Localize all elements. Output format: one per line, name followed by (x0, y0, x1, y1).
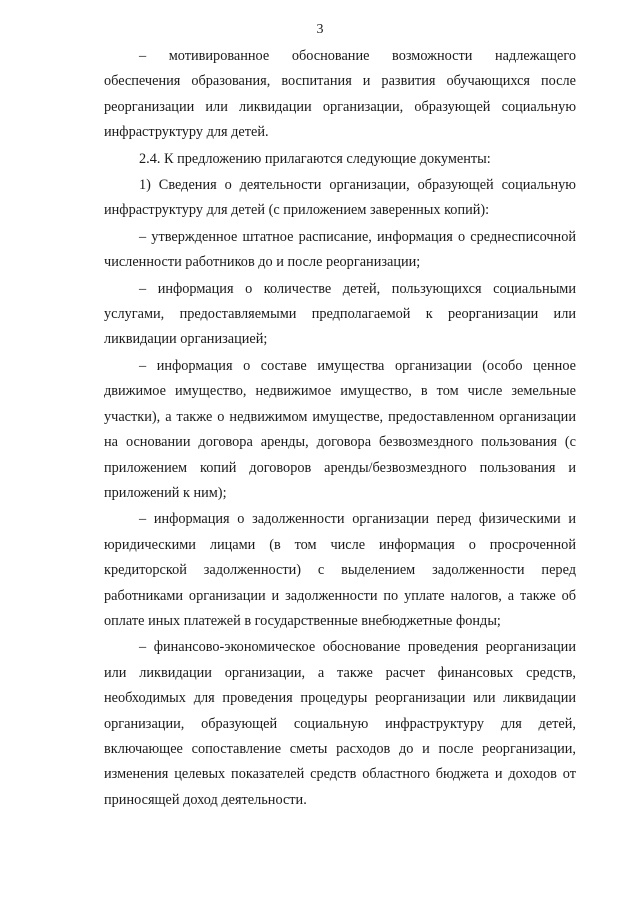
paragraph-debts: – информация о задолженности организации перед физическими и юридическими лицами (в том числе информация о просроченной кредиторской задолженности) с выделением задолженности перед работниками организации и задолженности по уплате налогов, а также об оплате иных платежей в государственные внебюджетные фонды; (104, 511, 576, 629)
paragraph-financial: – финансово-экономическое обоснование проведения реорганизации или ликвидации организации, а также расчет финансовых средств, необходимых для проведения процедуры реорганизации или ликвидации организации, образующей социальную инфраструктуру для детей, включающее сопоставление сметы расходов до и после реорганизации, изменения целевых показателей средств областного бюджета и доходов от приносящей доход деятельности. (104, 639, 576, 808)
paragraph-children-count: – информация о количестве детей, пользующихся социальными услугами, предоставляемыми предполагаемой к реорганизации или ликвидации организацией; (104, 280, 576, 348)
paragraph-section-2-4: 2.4. К предложению прилагаются следующие документы: (139, 150, 491, 167)
paragraph-justification: – мотивированное обоснование возможности надлежащего обеспечения образования, воспитания и развития обучающихся после реорганизации или ликвидации организации, образующей социальную инфраструктуру для детей. (104, 48, 576, 141)
paragraph-property: – информация о составе имущества организации (особо ценное движимое имущество, недвижимое имущество, в том числе земельные участки), а также о недвижимом имуществе, предоставленном организации на основании договора аренды, договора безвозмездного пользования (с приложением копий договоров аренды/безвозмездного пользования и приложений к ним); (104, 357, 576, 501)
paragraph-item-1: 1) Сведения о деятельности организации, образующей социальную инфраструктуру для детей (с приложением заверенных копий): (104, 177, 576, 219)
paragraph-staffing: – утвержденное штатное расписание, информация о среднесписочной численности работников до и после реорганизации; (104, 228, 576, 271)
document-body (104, 44, 576, 813)
page-number: 3 (316, 22, 324, 37)
